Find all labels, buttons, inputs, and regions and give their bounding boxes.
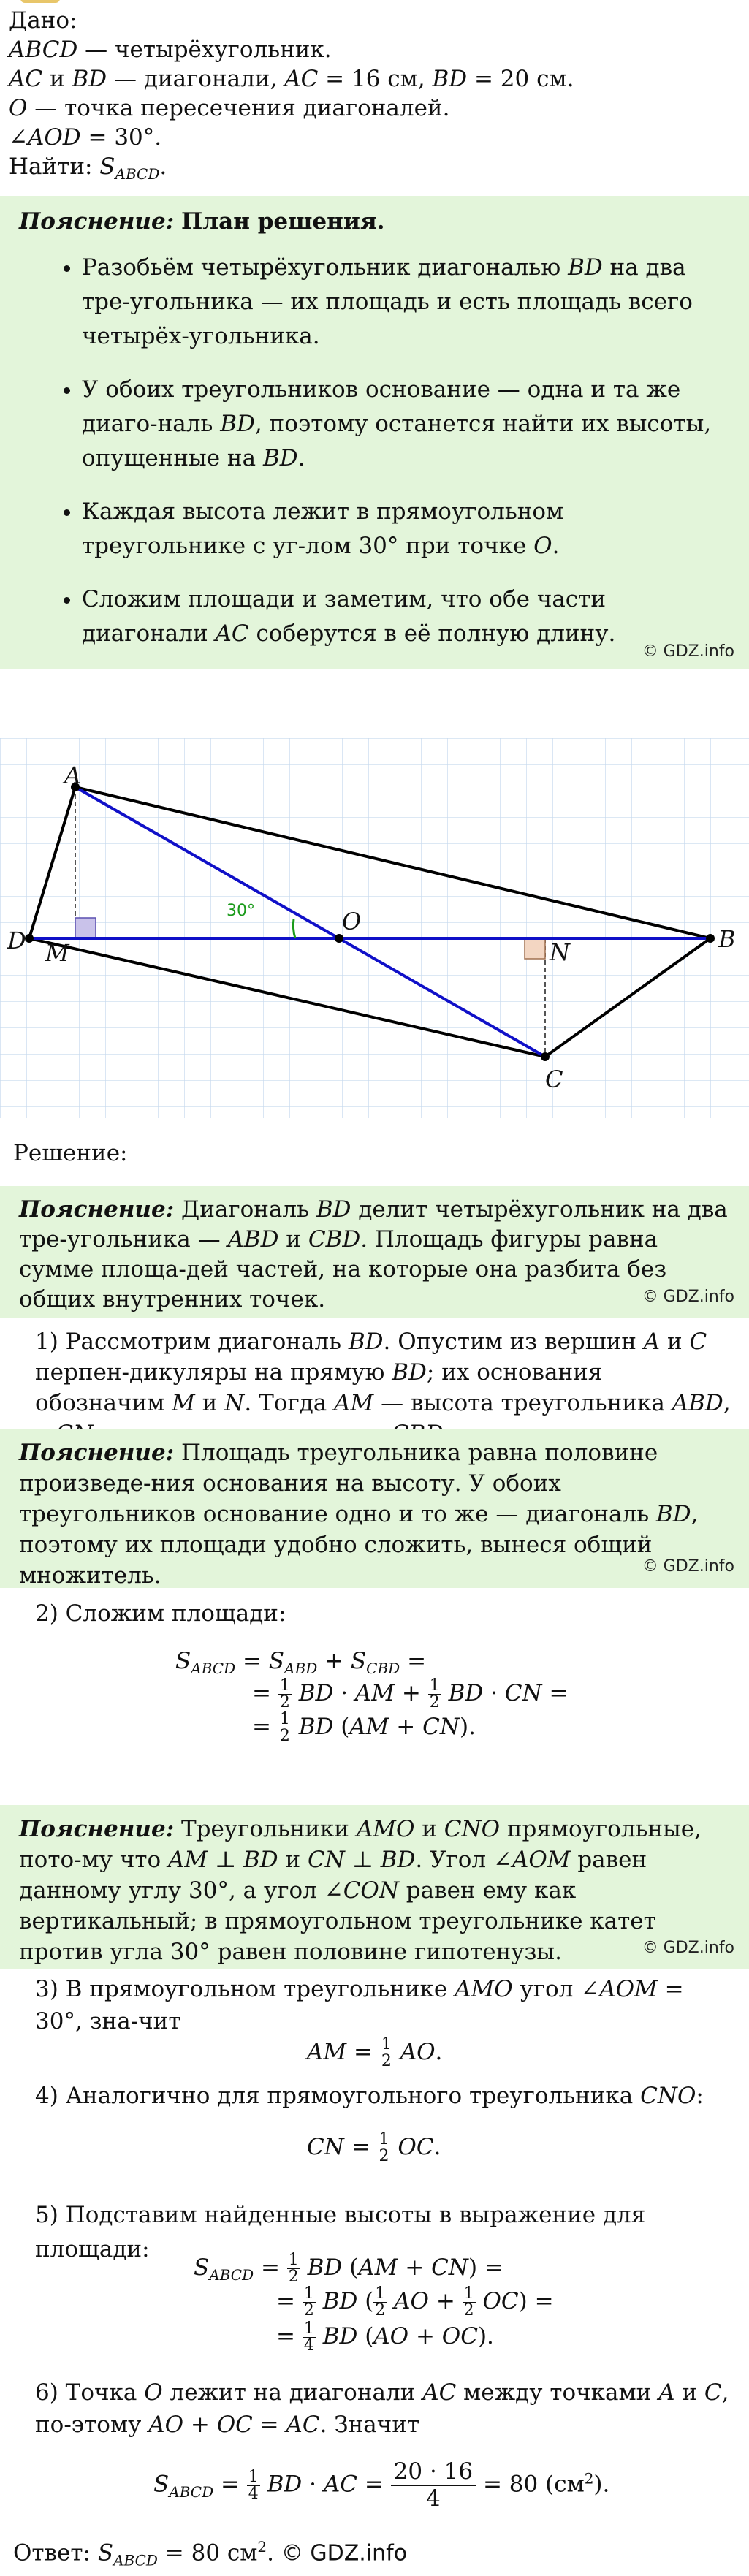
plan-item: • У обоих треугольников основание — одна и та же диаго-наль BD, поэтому останется найти их высоты, опущенные на BD.: [82, 373, 730, 476]
label-N: N: [550, 938, 570, 966]
given-line-5: Найти: $S_{ABCD}$.: [9, 153, 167, 183]
plan-heading: Пояснение: План решения.: [19, 208, 385, 235]
eq2-line1: $S_{ABCD} = S_{ABD} + S_{CBD}$ =: [175, 1648, 427, 1678]
given-line-1: ABCD — четырёхугольник.: [9, 37, 332, 63]
step-3: 3) В прямоугольном треугольнике AMO угол ∠AOM = 30°, зна-чит: [35, 1976, 684, 2034]
eq5-line2: = $\frac{1}{2}$ BD ( $\frac{1}{2}$ AO + $\frac{1}{2}$ OC) =: [276, 2284, 554, 2319]
angle-label: 30°: [227, 902, 255, 920]
label-O: O: [342, 908, 362, 935]
point-B: [706, 934, 715, 943]
eq2-line3: = $\frac{1}{2}$ BD (AM + CN).: [252, 1710, 476, 1745]
given-label: Дано:: [9, 7, 77, 34]
copyright: © GDZ.info: [642, 642, 734, 661]
point-C: [541, 1052, 550, 1061]
step-4: 4) Аналогично для прямоугольного треугольника CNO:: [35, 2083, 704, 2109]
right-angle-N: [525, 938, 545, 959]
point-D: [25, 934, 34, 943]
step-2: 2) Сложим площади:: [35, 1600, 286, 1627]
step-6: 6) Точка O лежит на диагонали AC между точками A и C, по-этому AO + OC = AC. Значит: [35, 2379, 729, 2438]
explanation-2: Пояснение: Площадь треугольника равна половине произведе-ния основания на высоту. У обоих треугольников основание одно и то же — диагональ BD, поэтому их площади удобно сложить, вынеся общий множитель. © GDZ.info: [0, 1429, 749, 1588]
eq5-line1: $S_{ABCD}$ = $\frac{1}{2}$ BD (AM + CN) =: [194, 2251, 503, 2286]
quadrilateral-figure: [0, 738, 749, 1118]
step-5: 5) Подставим найденные высоты в выражение для площади:: [35, 2202, 646, 2262]
answer: Ответ: $S_{ABCD} = 80$ $см^2$. © GDZ.info: [13, 2538, 408, 2569]
label-C: C: [545, 1065, 563, 1093]
given-line-4: ∠AOD = 30°.: [9, 124, 162, 151]
copyright: © GDZ.info: [642, 1939, 734, 1957]
label-M: M: [45, 939, 69, 967]
given-line-3: O — точка пересечения диагоналей.: [9, 95, 450, 121]
plan-item: • Разобьём четырёхугольник диагональю BD на два тре-угольника — их площадь и есть площадь всего четырёх-угольника.: [82, 251, 730, 354]
given-section: [0, 6, 749, 189]
plan-item: • Сложим площади и заметим, что обе части диагонали AC соберутся в её полную длину.: [82, 582, 730, 651]
plan-list: [19, 251, 730, 651]
copyright: © GDZ.info: [642, 1288, 734, 1306]
copyright: © GDZ.info: [642, 1557, 734, 1576]
plan-item: • Каждая высота лежит в прямоугольном треугольнике с уг-лом 30° при точке O.: [82, 495, 730, 563]
eq2-line2: = $\frac{1}{2}$ BD · AM + $\frac{1}{2}$ BD · CN =: [252, 1676, 569, 1711]
eq5-line3: = $\frac{1}{4}$ BD (AO + OC).: [276, 2319, 494, 2355]
explanation-1: Пояснение: Диагональ BD делит четырёхугольник на два тре-угольника — ABD и CBD. Площадь фигуры равна сумме площа-дей частей, на которые она разбита без общих внутренних точек. © GDZ.info: [0, 1186, 749, 1318]
explanation-3: Пояснение: Треугольники AMO и CNO прямоугольные, пото-му что AM ⊥ BD и CN ⊥ BD. Угол ∠AOM равен данному углу 30°, а угол ∠CON равен ему как вертикальный; в прямоугольном треугольнике катет против угла 30° равен половине гипотенузы. © GDZ.info: [0, 1805, 749, 1969]
solution-label: Решение:: [13, 1140, 128, 1166]
given-line-2: AC и BD — диагонали, AC = 16 см, BD = 20 см.: [9, 66, 574, 92]
step-1: 1) Рассмотрим диагональ BD. Опустим из вершин A и C перпен-дикуляры на прямую BD; их основания обозначим M и N. Тогда AM — высота треугольника ABD,: [35, 1329, 731, 1416]
plan-box: [0, 196, 749, 669]
label-D: D: [7, 927, 26, 954]
top-tag: [20, 0, 60, 3]
label-B: B: [718, 925, 736, 953]
right-angle-M: [75, 918, 96, 938]
label-A: A: [64, 761, 82, 789]
